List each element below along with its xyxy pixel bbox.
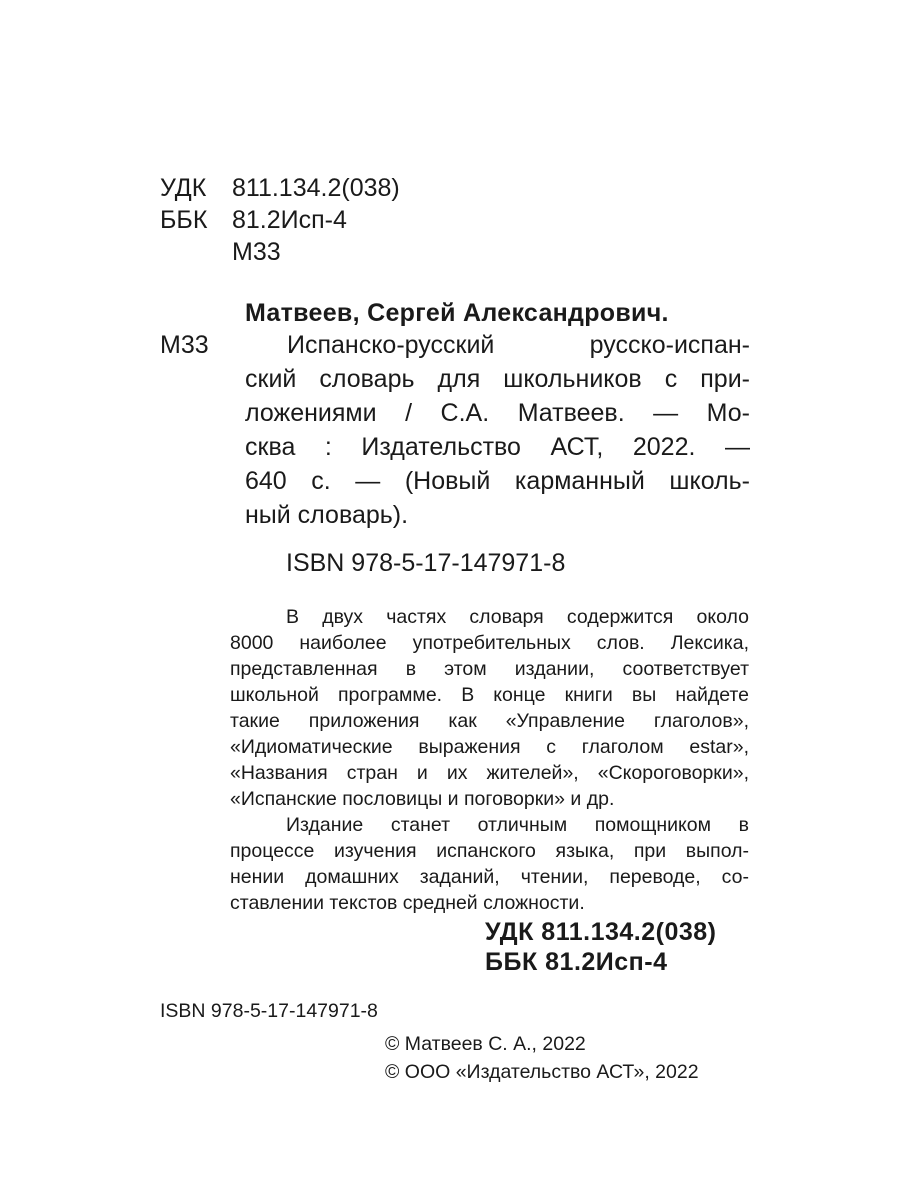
description-line: Испанско-русский русско-испан- <box>287 331 750 359</box>
author-mark-top: М33 <box>232 238 281 266</box>
description-line: 640 с. — (Новый карманный школь- <box>245 467 750 495</box>
catalog-author-mark: М33 <box>160 331 209 359</box>
annotation-line: «Идиоматические выражения с глаголом estar», <box>230 736 749 758</box>
bbk-row <box>160 203 347 237</box>
udk-row <box>160 171 400 205</box>
copyright-publisher: © ООО «Издательство АСТ», 2022 <box>385 1061 699 1083</box>
annotation-line: школьной программе. В конце книги вы найдете <box>230 684 749 706</box>
annotation-line: такие приложения как «Управление глаголов», <box>230 710 749 732</box>
description-line: ный словарь). <box>245 501 409 529</box>
annotation-line: представленная в этом издании, соответствует <box>230 658 749 680</box>
annotation-line: Издание станет отличным помощником в <box>286 814 749 836</box>
copyright-author: © Матвеев С. А., 2022 <box>385 1033 586 1055</box>
catalog-description <box>245 328 750 532</box>
annotation-line: «Названия стран и их жителей», «Скороговорки», <box>230 762 749 784</box>
description-line: сква : Издательство АСТ, 2022. — <box>245 433 750 461</box>
annotation-line: ставлении текстов средней сложности. <box>230 892 585 914</box>
footer-bbk: ББК 81.2Исп-4 <box>485 948 668 976</box>
author-heading: Матвеев, Сергей Александрович. <box>245 299 669 327</box>
annotation-line: нении домашних заданий, чтении, переводе, со- <box>230 866 749 888</box>
udk-value: 811.134.2(038) <box>232 174 400 202</box>
footer-udk: УДК 811.134.2(038) <box>485 918 717 946</box>
annotation <box>230 604 749 916</box>
annotation-line: «Испанские пословицы и поговорки» и др. <box>230 788 615 810</box>
annotation-line: 8000 наиболее употребительных слов. Лексика, <box>230 632 749 654</box>
bbk-value: 81.2Исп-4 <box>232 206 347 234</box>
footer-isbn: ISBN 978-5-17-147971-8 <box>160 1000 378 1022</box>
catalog-isbn: ISBN 978-5-17-147971-8 <box>286 549 566 577</box>
description-line: ложениями / С.А. Матвеев. — Мо- <box>245 399 750 427</box>
udk-label: УДК <box>160 174 207 202</box>
annotation-line: В двух частях словаря содержится около <box>286 606 749 628</box>
annotation-line: процессе изучения испанского языка, при выпол- <box>230 840 749 862</box>
description-line: ский словарь для школьников с при- <box>245 365 750 393</box>
bbk-label: ББК <box>160 206 208 234</box>
